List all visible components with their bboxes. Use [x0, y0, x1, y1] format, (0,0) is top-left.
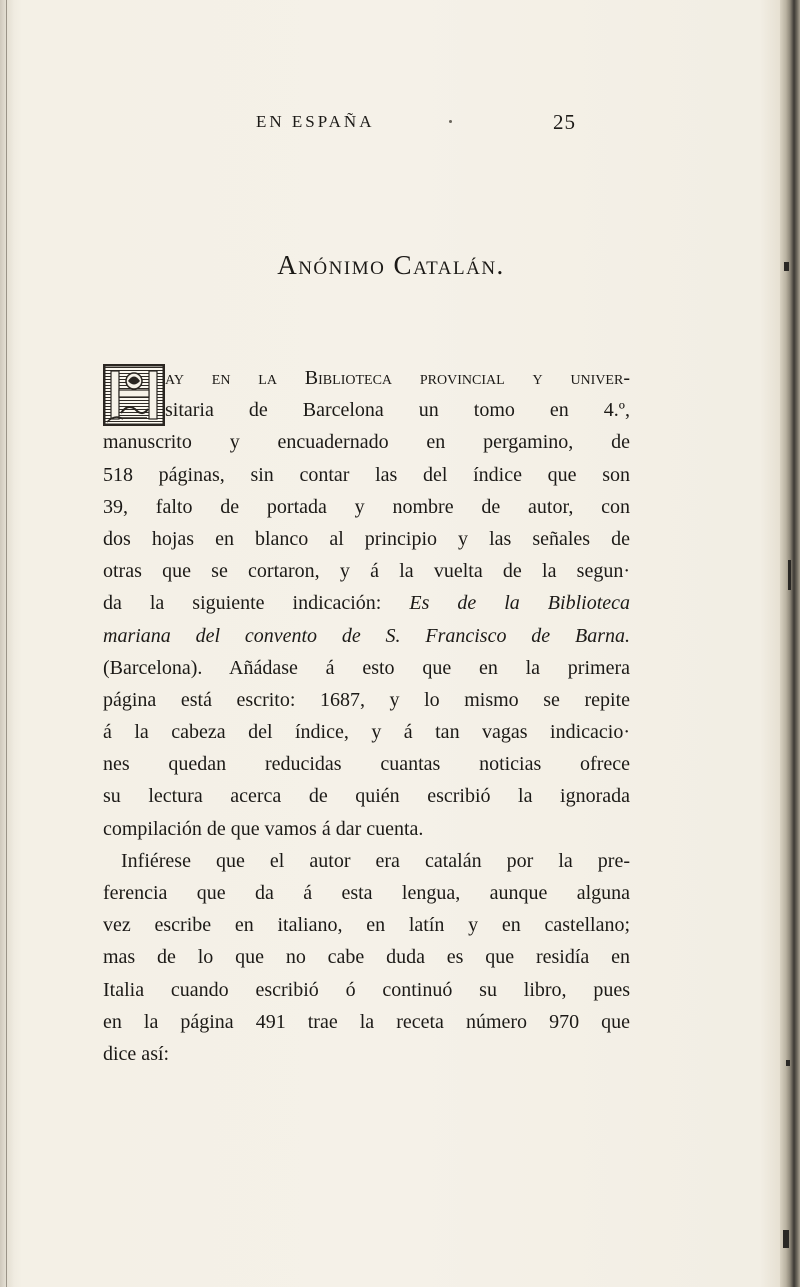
text-line: Italia cuando escribió ó continuó su libro, pues [103, 978, 630, 1001]
text-segment: da la siguiente indicación: [103, 592, 410, 615]
text-line: nes quedan reducidas cuantas noticias ofrece [103, 753, 630, 776]
chapter-title: Anónimo Catalán. [277, 250, 505, 280]
text-line: vez escribe en italiano, en latín y en castellano; [103, 914, 630, 937]
text-line [103, 620, 630, 652]
edge-speck [786, 1060, 790, 1066]
text-line: en la página 491 trae la receta número 970 que [103, 1010, 630, 1033]
page-right-edge [780, 0, 800, 1287]
text-line: otras que se cortaron, y á la vuelta de la segun· [103, 560, 630, 583]
text-line: á la cabeza del índice, y á tan vagas indicacio· [103, 721, 630, 744]
text-line: 518 páginas, sin contar las del índice que son [103, 463, 630, 486]
body-text [103, 362, 630, 1070]
text-line: dos hojas en blanco al principio y las señales de [103, 527, 630, 550]
text-line: 39, falto de portada y nombre de autor, con [103, 495, 630, 518]
text-line: dice así: [103, 1042, 170, 1065]
text-line [103, 587, 630, 619]
text-line: manuscrito y encuadernado en pergamino, de [103, 431, 630, 454]
running-head [256, 112, 666, 142]
text-line: su lectura acerca de quién escribió la ignorada [103, 785, 630, 808]
text-line: ay en la Biblioteca provincial y univer- [165, 367, 630, 389]
page-gutter-line [6, 0, 7, 1287]
text-line: (Barcelona). Añádase á esto que en la primera [103, 656, 630, 679]
edge-speck [788, 560, 791, 590]
page-number: 25 [553, 110, 576, 134]
italic-segment: Es de la Biblioteca [409, 592, 630, 615]
running-head-dot [449, 120, 452, 123]
text-line: compilación de que vamos á dar cuenta. [103, 817, 424, 840]
italic-segment: mariana del convento de S. Francisco de Barna. [103, 624, 630, 647]
text-line: ferencia que da á esta lengua, aunque alguna [103, 882, 630, 904]
text-line: sitaria de Barcelona un tomo en 4.º, [165, 399, 630, 422]
text-line: página está escrito: 1687, y lo mismo se repite [103, 688, 630, 711]
running-head-title: EN ESPAÑA [256, 112, 375, 131]
edge-speck [783, 1230, 789, 1248]
text-line: mas de lo que no cabe duda es que residía en [103, 946, 630, 969]
text-line: Infiérese que el autor era catalán por la pre- [121, 849, 630, 872]
page-left-edge [0, 0, 14, 1287]
